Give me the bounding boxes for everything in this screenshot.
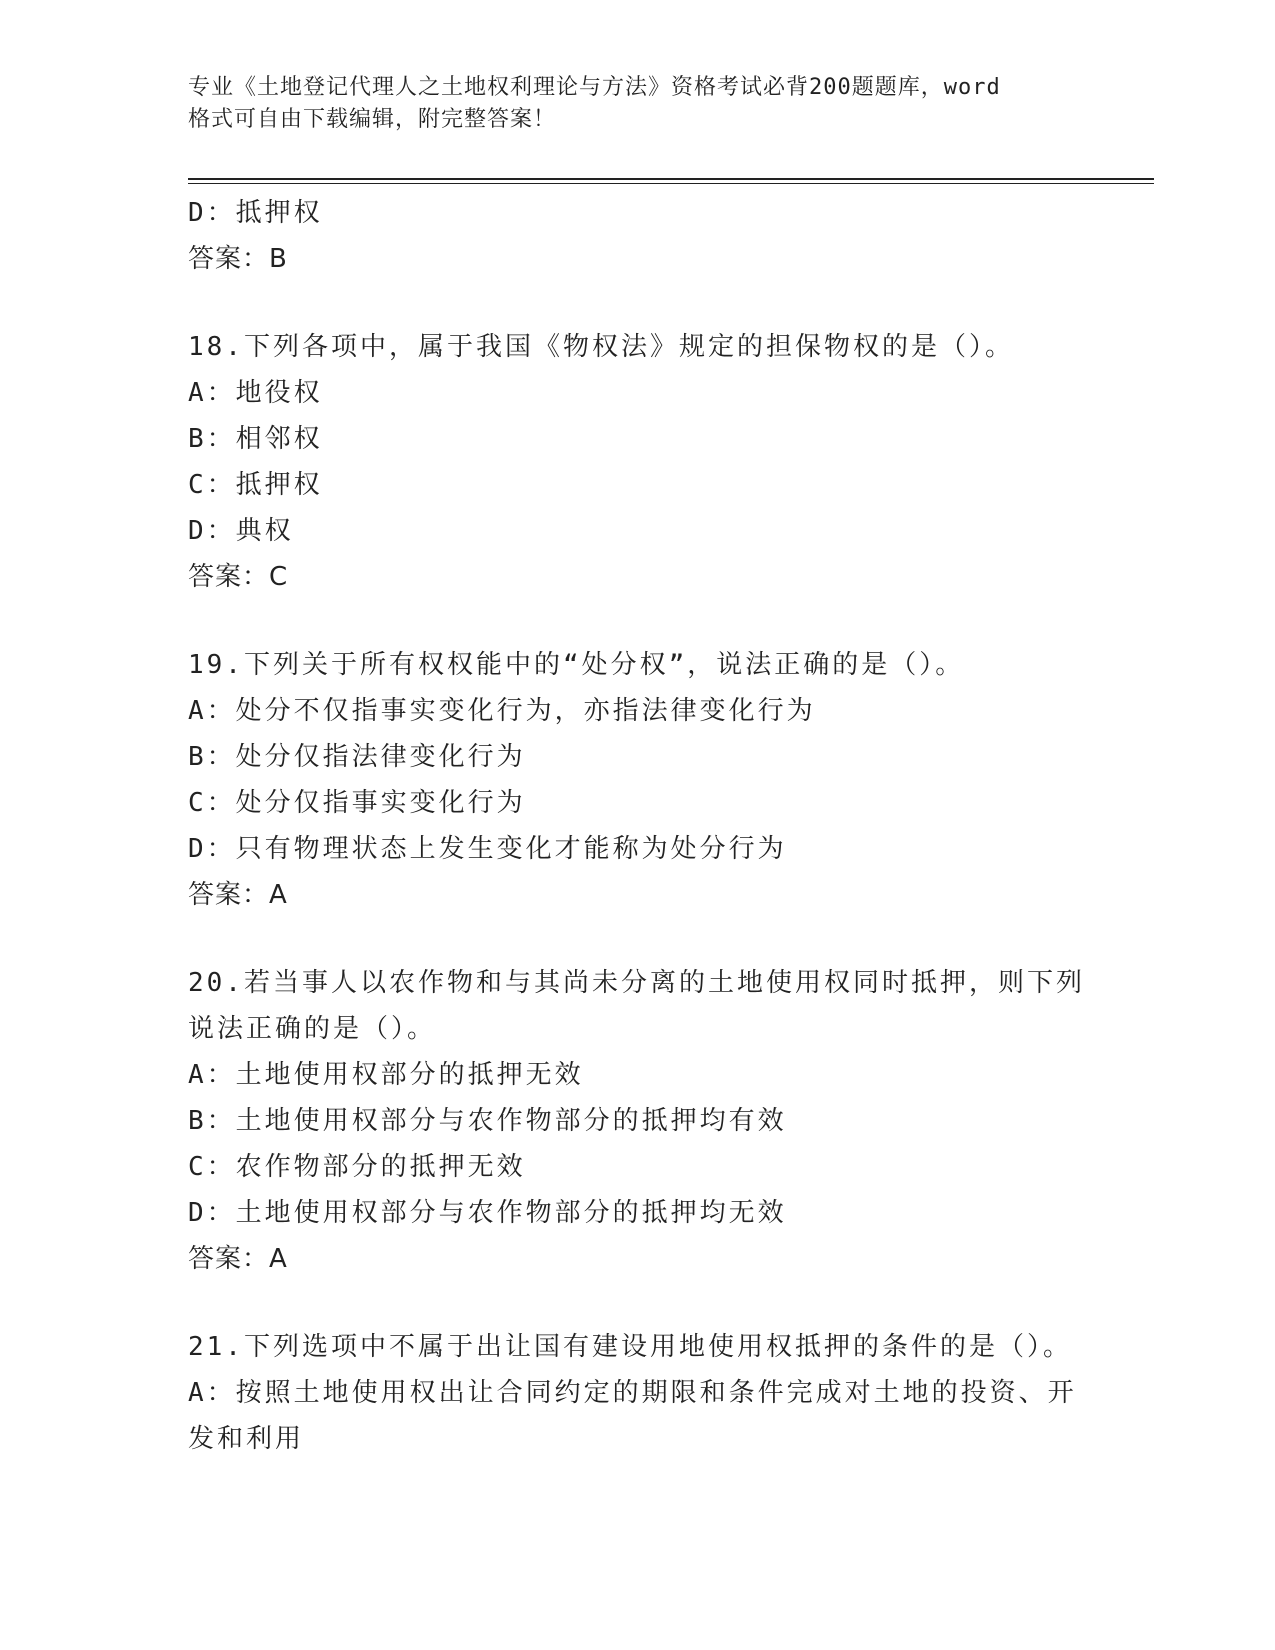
option-c: C：抵押权 <box>188 470 323 500</box>
question-stem: 18.下列各项中，属于我国《物权法》规定的担保物权的是（）。 <box>188 332 1014 362</box>
question-stem-line-1: 20.若当事人以农作物和与其尚未分离的土地使用权同时抵押，则下列 <box>188 968 1085 998</box>
question-18 <box>188 324 1088 600</box>
answer-line: 答案：A <box>188 1244 288 1274</box>
question-stem: 19.下列关于所有权权能中的“处分权”，说法正确的是（）。 <box>188 650 965 680</box>
option-a-line-1: A：按照土地使用权出让合同约定的期限和条件完成对土地的投资、开 <box>188 1378 1077 1408</box>
header-line-2: 格式可自由下载编辑，附完整答案！ <box>188 107 557 132</box>
question-19 <box>188 642 1088 918</box>
spacer <box>188 282 1088 324</box>
question-stem: 21.下列选项中不属于出让国有建设用地使用权抵押的条件的是（）。 <box>188 1332 1072 1362</box>
option-b: B：土地使用权部分与农作物部分的抵押均有效 <box>188 1106 787 1136</box>
answer-line: 答案：A <box>188 880 288 910</box>
option-a-line-2: 发和利用 <box>188 1424 305 1454</box>
spacer <box>188 1282 1088 1324</box>
option-c: C：农作物部分的抵押无效 <box>188 1152 526 1182</box>
spacer <box>188 918 1088 960</box>
option-a: A：地役权 <box>188 378 323 408</box>
header-divider-thin <box>188 183 1154 184</box>
option-a: A：处分不仅指事实变化行为，亦指法律变化行为 <box>188 696 816 726</box>
option-d: D：抵押权 <box>188 198 323 228</box>
header-line-1: 专业《土地登记代理人之土地权利理论与方法》资格考试必背200题题库，word <box>188 75 1001 100</box>
answer-line: 答案：B <box>188 244 288 274</box>
spacer <box>188 600 1088 642</box>
option-c: C：处分仅指事实变化行为 <box>188 788 526 818</box>
question-21 <box>188 1324 1088 1462</box>
option-d: D：土地使用权部分与农作物部分的抵押均无效 <box>188 1198 787 1228</box>
option-b: B：处分仅指法律变化行为 <box>188 742 526 772</box>
header-divider-thick <box>188 178 1154 180</box>
option-a: A：土地使用权部分的抵押无效 <box>188 1060 584 1090</box>
option-b: B：相邻权 <box>188 424 323 454</box>
question-stem-line-2: 说法正确的是（）。 <box>188 1014 437 1044</box>
option-d: D：只有物理状态上发生变化才能称为处分行为 <box>188 834 787 864</box>
document-header <box>188 72 1068 136</box>
document-body <box>188 190 1088 1462</box>
question-fragment-17 <box>188 190 1088 282</box>
option-d: D：典权 <box>188 516 294 546</box>
question-20 <box>188 960 1088 1282</box>
answer-line: 答案：C <box>188 562 289 592</box>
